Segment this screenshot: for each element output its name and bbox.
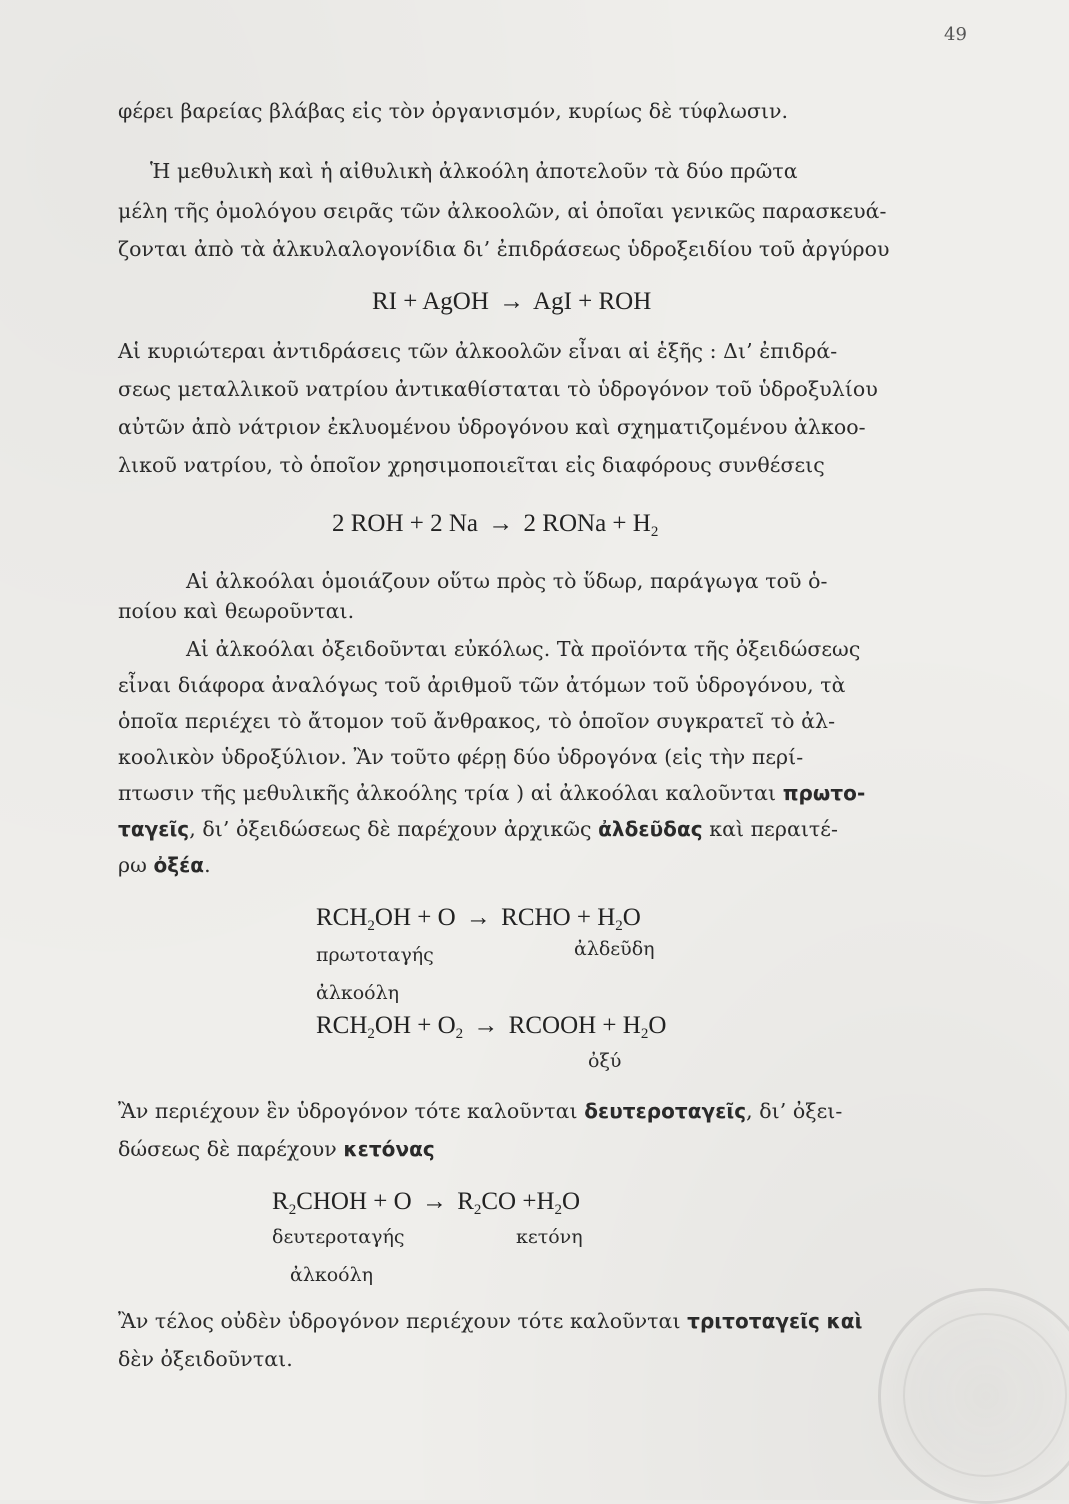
equation-2-right: 2 RONa + H	[523, 510, 651, 537]
text-line-15-body: πτωσιν τῆς μεθυλικῆς ἀλκοόλης τρία ) αἱ ἀλκοόλαι καλοῦνται	[118, 781, 777, 805]
library-stamp-inner-ring	[903, 1313, 1067, 1477]
subscript: 2	[367, 918, 375, 934]
equation-2-left: 2 ROH + 2 Na	[332, 510, 479, 537]
eq3-part-c: RCHO + H	[501, 904, 616, 931]
subscript: 2	[554, 1202, 563, 1218]
text-line-14: κοολικὸν ὑδροξύλιον. Ἂν τοῦτο φέρῃ δύο ὑδρογόνα (εἰς τὴν περί-	[118, 745, 804, 769]
text-line-7: αὐτῶν ἀπὸ νάτριον ἐκλυομένου ὑδρογόνου καὶ σχηματιζομένου ἀλκοο-	[118, 415, 866, 439]
eq5-part-d: CO +H	[481, 1188, 555, 1215]
label-alcohol-2: ἀλκοόλη	[290, 1264, 374, 1286]
label-aldehyde: ἀλδεῦδη	[574, 938, 655, 960]
reaction-arrow-icon: →	[499, 288, 525, 315]
text-line-19	[118, 1134, 435, 1164]
term-tertiary: τριτοταγεῖς	[687, 1309, 820, 1333]
eq4-part-a: RCH	[316, 1012, 368, 1039]
text-line-16-body: , δι’ ὀξειδώσεως δὲ παρέχουν ἀρχικῶς	[189, 817, 592, 841]
subscript: 2	[288, 1202, 297, 1218]
eq5-part-a: R	[272, 1188, 289, 1215]
subscript: 2	[640, 1026, 649, 1042]
equation-1-right: AgI + ROH	[533, 288, 652, 315]
text-line-6: σεως μεταλλικοῦ νατρίου ἀντικαθίσταται τὸ ὑδρογόνον τοῦ ὑδροξυλίου	[118, 377, 878, 401]
term-protot-end: ταγεῖς	[118, 817, 190, 841]
label-alcohol-1: ἀλκοόλη	[316, 982, 400, 1004]
label-secondary: δευτεροταγής	[272, 1226, 405, 1248]
page-number: 49	[944, 24, 967, 45]
text-line-18-end: , δι’ ὀξει-	[746, 1099, 843, 1123]
eq4-part-c: RCOOH + H	[508, 1012, 641, 1039]
text-line-20-body: Ἂν τέλος οὐδὲν ὑδρογόνον περιέχουν τότε καλοῦνται	[118, 1309, 681, 1333]
term-ketones: κετόνας	[343, 1137, 435, 1161]
text-line-21: δὲν ὀξειδοῦνται.	[118, 1347, 293, 1371]
term-secondary: δευτεροταγεῖς	[584, 1099, 747, 1123]
subscript: 2	[367, 1026, 375, 1042]
text-line-9: Αἱ ἀλκοόλαι ὁμοιάζουν οὕτω πρὸς τὸ ὕδωρ, παράγωγα τοῦ ὁ-	[186, 569, 828, 593]
eq5-part-c: R	[457, 1188, 474, 1215]
text-line-20	[118, 1306, 862, 1336]
reaction-arrow-icon: →	[465, 904, 491, 931]
text-line-16-end: καὶ περαιτέ-	[709, 817, 838, 841]
period: .	[204, 853, 211, 877]
text-line-8: λικοῦ νατρίου, τὸ ὁποῖον χρησιμοποιεῖται εἰς διαφόρους συνθέσεις	[118, 453, 825, 477]
subscript: 2	[473, 1202, 482, 1218]
text-line-17	[118, 850, 211, 880]
term-aldehydes: ἀλδεῦδας	[598, 817, 703, 841]
reaction-arrow-icon: →	[488, 510, 514, 537]
equation-4	[316, 1010, 666, 1042]
equation-1	[372, 286, 651, 318]
text-line-17-body: ρω	[118, 853, 147, 877]
text-line-5: Αἱ κυριώτεραι ἀντιδράσεις τῶν ἀλκοολῶν εἶναι αἱ ἑξῆς : Δι’ ἐπιδρά-	[118, 339, 838, 363]
subscript: 2	[650, 524, 659, 540]
text-line-1: φέρει βαρείας βλάβας εἰς τὸν ὀργανισμόν, κυρίως δὲ τύφλωσιν.	[118, 99, 789, 123]
library-stamp	[878, 1288, 1069, 1504]
text-line-10: ποίου καὶ θεωροῦνται.	[118, 599, 355, 623]
reaction-arrow-icon: →	[421, 1188, 447, 1215]
subscript: 2	[455, 1026, 464, 1042]
eq4-part-b: OH + O	[374, 1012, 456, 1039]
text-line-12: εἶναι διάφορα ἀναλόγως τοῦ ἀριθμοῦ τῶν ἀτόμων τοῦ ὑδρογόνου, τὰ	[118, 673, 846, 697]
text-line-18	[118, 1096, 842, 1126]
term-acids: ὀξέα	[153, 853, 205, 877]
reaction-arrow-icon: →	[473, 1012, 499, 1039]
equation-3	[316, 902, 641, 934]
text-line-3: μέλη τῆς ὁμολόγου σειρᾶς τῶν ἀλκοολῶν, αἱ ὁποῖαι γενικῶς παρασκευά-	[118, 199, 887, 223]
text-line-20-end: καὶ	[826, 1309, 863, 1333]
text-line-16	[118, 814, 838, 844]
equation-1-left: RI + AgOH	[372, 288, 489, 315]
equation-5	[272, 1186, 580, 1218]
text-line-4: ζονται ἀπὸ τὰ ἀλκυλαλογονίδια δι’ ἐπιδράσεως ὑδροξειδίου τοῦ ἀργύρου	[118, 237, 890, 261]
eq3-part-a: RCH	[316, 904, 368, 931]
text-line-2: Ἡ μεθυλικὴ καὶ ἡ αἰθυλικὴ ἀλκοόλη ἀποτελοῦν τὰ δύο πρῶτα	[150, 159, 798, 183]
label-primary: πρωτοταγής	[316, 944, 434, 966]
equation-2	[332, 508, 658, 540]
eq5-part-b: CHOH + O	[296, 1188, 412, 1215]
eq3-part-d: O	[622, 904, 641, 931]
text-line-13: ὁποῖα περιέχει τὸ ἄτομον τοῦ ἄνθρακος, τὸ ὁποῖον συγκρατεῖ τὸ ἀλ-	[118, 709, 836, 733]
label-acid: ὀξύ	[588, 1050, 622, 1072]
text-line-18-body: Ἂν περιέχουν ἓν ὑδρογόνον τότε καλοῦνται	[118, 1099, 578, 1123]
term-protot-start: πρωτο-	[782, 781, 866, 805]
eq5-part-e: O	[562, 1188, 581, 1215]
eq4-part-d: O	[648, 1012, 667, 1039]
subscript: 2	[615, 918, 623, 934]
eq3-part-b: OH + O	[374, 904, 456, 931]
text-line-19-body: δώσεως δὲ παρέχουν	[118, 1137, 337, 1161]
text-line-11: Αἱ ἀλκοόλαι ὀξειδοῦνται εὐκόλως. Τὰ προϊόντα τῆς ὀξειδώσεως	[186, 637, 861, 661]
text-line-15	[118, 778, 865, 808]
label-ketone: κετόνη	[516, 1226, 583, 1248]
